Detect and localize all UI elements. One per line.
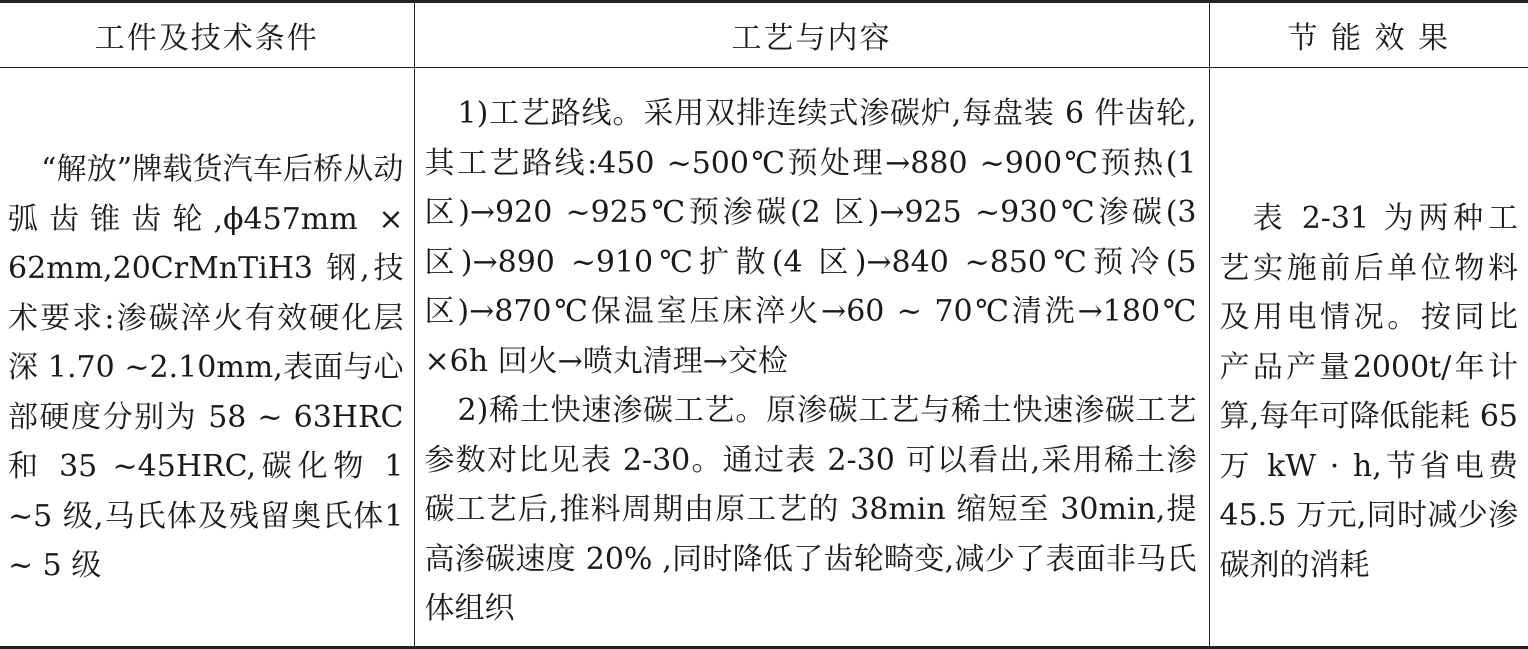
workpiece-text: “解放”牌载货汽车后桥从动弧齿锥齿轮,ϕ457mm × 62mm,20CrMnTiH3 钢,技术要求:渗碳淬火有效硬化层深 1.70 ~2.10mm,表面与心部硬度分别为 58 ~ 63HRC 和 35 ~45HRC,碳化物 1 ~5 级,马氏体及残留奥氏体1 ~ 5 级 bbox=[8, 152, 404, 583]
header-workpiece: 工件及技术条件 bbox=[0, 2, 414, 68]
table-row bbox=[0, 68, 1528, 648]
cell-energy-effect bbox=[1209, 68, 1528, 648]
process-step-2: 2)稀土快速渗碳工艺。原渗碳工艺与稀土快速渗碳工艺参数对比见表 2-30。通过表 2-30 可以看出,采用稀土渗碳工艺后,推料周期由原工艺的 38min 缩短至 30min,提高渗碳速度 20% ,同时降低了齿轮畸变,减少了表面非马氏体组织 bbox=[424, 393, 1197, 626]
header-energy-effect: 节 能 效 果 bbox=[1209, 2, 1528, 68]
cell-workpiece bbox=[0, 68, 414, 648]
cell-process bbox=[414, 68, 1209, 648]
effect-text: 表 2-31 为两种工艺实施前后单位物料及用电情况。按同比产品产量2000t/年计算,每年可降低能耗 65 万 kW · h,节省电费45.5 万元,同时减少渗碳剂的消耗 bbox=[1219, 201, 1518, 583]
process-step-1: 1)工艺路线。采用双排连续式渗碳炉,每盘装 6 件齿轮,其工艺路线:450 ~500℃预处理→880 ~900℃预热(1 区)→920 ~925℃预渗碳(2 区)→925 ~930℃渗碳(3 区)→890 ~910℃扩散(4 区)→840 ~850℃预冷(5 区)→870℃保温室压床淬火→60 ~ 70℃清洗→180℃ ×6h 回火→喷丸清理→交检 bbox=[424, 96, 1197, 379]
header-process: 工艺与内容 bbox=[414, 2, 1209, 68]
table-header-row bbox=[0, 2, 1528, 68]
